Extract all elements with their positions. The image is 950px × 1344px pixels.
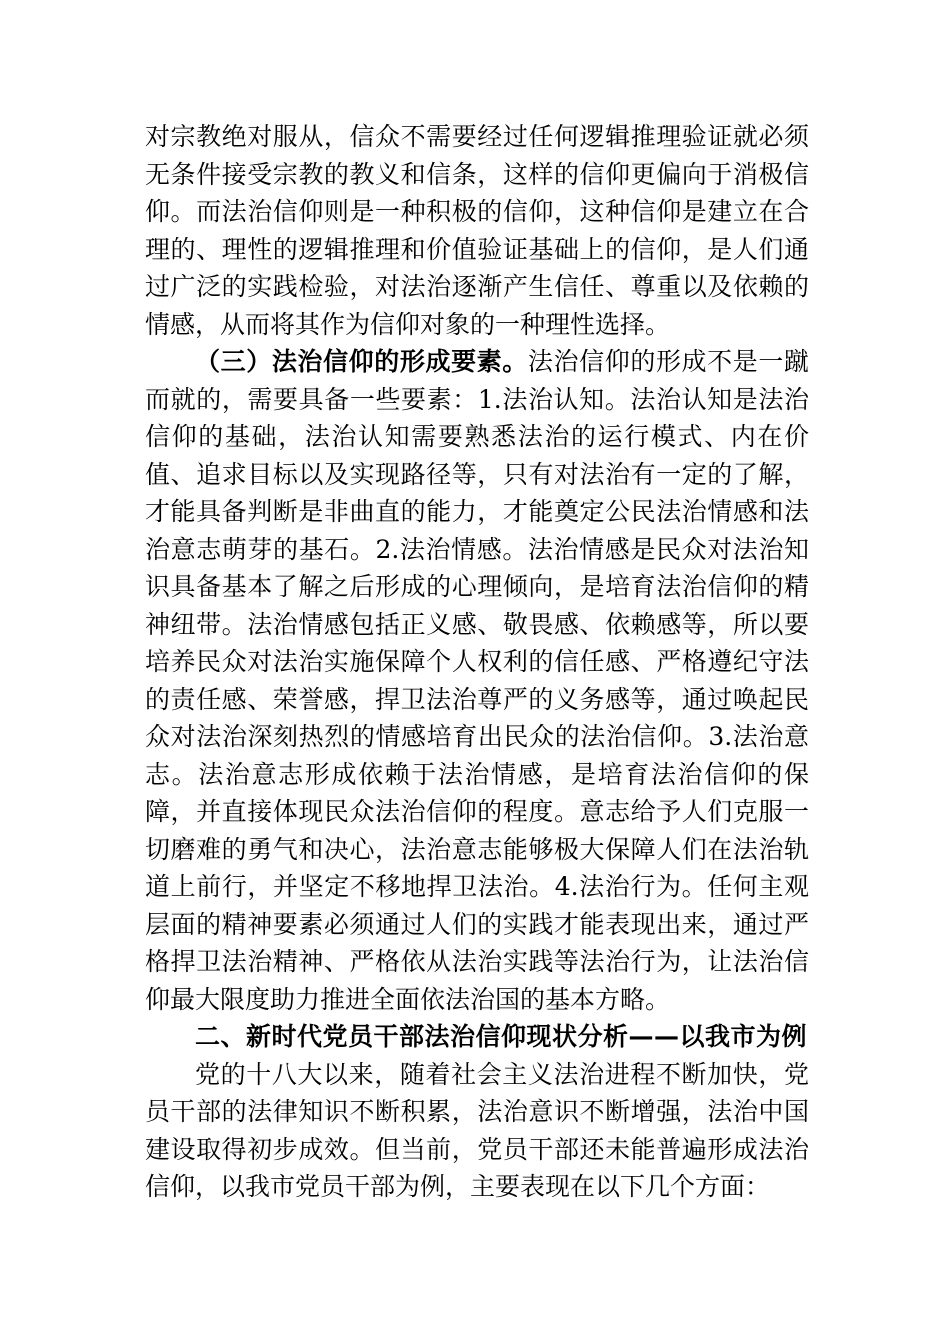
paragraph-formation-elements-body: 法治信仰的形成不是一蹴而就的，需要具备一些要素：1.法治认知。法治认知是法治信仰的基础，法治认知需要熟悉法治的运行模式、内在价值、追求目标以及实现路径等，只有对法治有一定的了解，才能具备判断是非曲直的能力，才能奠定公民法治情感和法治意志萌芽的基石。2.法治情感。法治情感是民众对法治知识具备基本了解之后形成的心理倾向，是培育法治信仰的精神纽带。法治情感包括正义感、敬畏感、依赖感等，所以要培养民众对法治实施保障个人权利的信任感、严格遵纪守法的责任感、荣誉感，捍卫法治尊严的义务感等，通过唤起民众对法治深刻热烈的情感培育出民众的法治信仰。3.法治意志。法治意志形成依赖于法治情感，是培育法治信仰的保障，并直接体现民众法治信仰的程度。意志给予人们克服一切磨难的勇气和决心，法治意志能够极大保障人们在法治轨道上前行，并坚定不移地捍卫法治。4.法治行为。任何主观层面的精神要素必须通过人们的实践才能表现出来，通过严格捍卫法治精神、严格依从法治实践等法治行为，让法治信仰最大限度助力推进全面依法治国的基本方略。 [145, 347, 809, 1014]
paragraph-religious-belief: 对宗教绝对服从，信众不需要经过任何逻辑推理验证就必须无条件接受宗教的教义和信条，这样的信仰更偏向于消极信仰。而法治信仰则是一种积极的信仰，这种信仰是建立在合理的、理性的逻辑推理和价值验证基础上的信仰，是人们通过广泛的实践检验，对法治逐渐产生信任、尊重以及依赖的情感，从而将其作为信仰对象的一种理性选择。 [145, 122, 809, 339]
paragraph-status-intro: 党的十八大以来，随着社会主义法治进程不断加快，党员干部的法律知识不断积累，法治意识不断增强，法治中国建设取得初步成效。但当前，党员干部还未能普遍形成法治信仰，以我市党员干部为例，主要表现在以下几个方面： [145, 1059, 809, 1201]
paragraph-formation-elements [145, 343, 809, 1018]
section-heading-status-analysis: 二、新时代党员干部法治信仰现状分析——以我市为例 [195, 1022, 808, 1051]
section-subheading-formation-elements: （三）法治信仰的形成要素。 [195, 347, 528, 376]
document-body [145, 118, 809, 1206]
